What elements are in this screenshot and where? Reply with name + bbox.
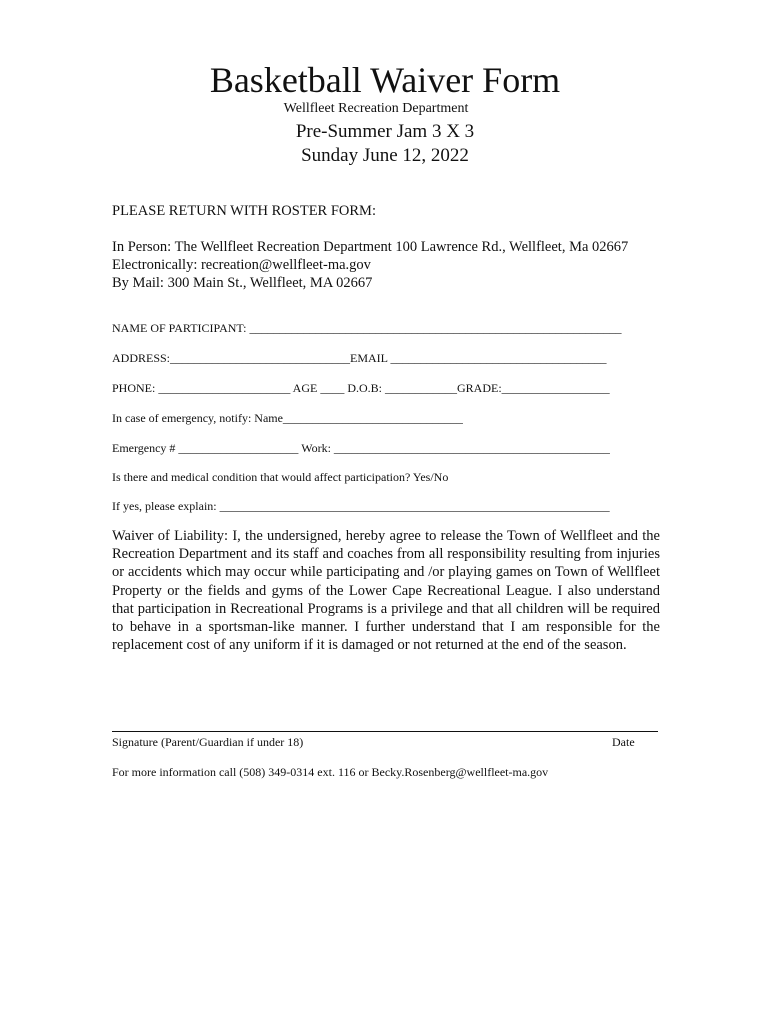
address-email-field[interactable]: ADDRESS:______________________________EMAIL ____________________________________ [112,351,607,365]
department-name: Wellfleet Recreation Department [283,101,469,116]
emergency-contact-name-field[interactable]: In case of emergency, notify: Name______________________________ [112,411,463,425]
return-in-person: In Person: The Wellfleet Recreation Department 100 Lawrence Rd., Wellfleet, Ma 02667 [112,239,629,255]
event-name: Pre-Summer Jam 3 X 3 [295,121,475,142]
signature-line[interactable] [112,731,658,732]
return-electronically: Electronically: recreation@wellfleet-ma.gov [112,257,371,273]
contact-footer: For more information call (508) 349-0314 ext. 116 or Becky.Rosenberg@wellfleet-ma.gov [112,765,549,779]
signature-label: Signature (Parent/Guardian if under 18) [112,735,304,749]
medical-condition-question[interactable]: Is there and medical condition that would affect participation? Yes/No [112,470,449,484]
medical-explain-field[interactable]: If yes, please explain: _________________________________________________________________ [112,499,610,513]
phone-age-dob-grade-field[interactable]: PHONE: ______________________ AGE ____ D.O.B: ____________GRADE:__________________ [112,381,610,395]
return-by-mail: By Mail: 300 Main St., Wellfleet, MA 02667 [112,275,373,291]
return-heading: PLEASE RETURN WITH ROSTER FORM: [112,203,376,219]
participant-name-field[interactable]: NAME OF PARTICIPANT: ______________________________________________________________ [112,321,622,335]
emergency-phone-work-field[interactable]: Emergency # ____________________ Work: ______________________________________________ [112,441,610,455]
event-date: Sunday June 12, 2022 [301,145,469,166]
date-label: Date [612,735,635,749]
form-title: Basketball Waiver Form [209,60,561,100]
waiver-of-liability-text: Waiver of Liability: I, the undersigned, hereby agree to release the Town of Wellfleet and the Recreation Department and its staff and coaches from all responsibility resulting from injuries or accidents which may occur while participating and /or playing games on Town of Wellfleet Property or the fields and gyms of the Lower Cape Recreational League. I also understand that participation in Recreational Programs is a privilege and that all children will be required to behave in a sportsman-like manner. I further understand that I am responsible for the replacement cost of any uniform if it is damaged or not returned at the end of the season. [112,528,660,654]
